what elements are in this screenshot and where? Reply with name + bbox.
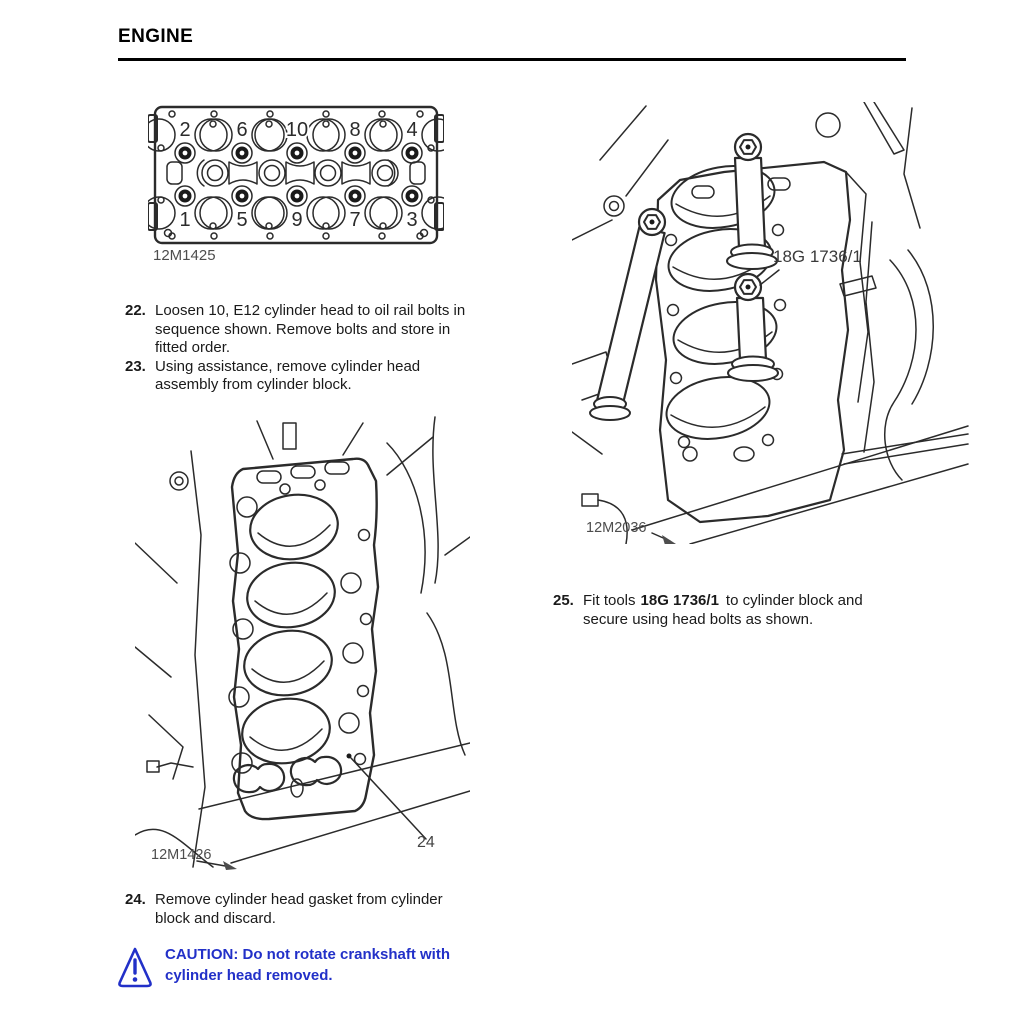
step-line <box>583 592 933 611</box>
bolt-number: 2 <box>179 119 191 141</box>
block-tools-line-art <box>572 102 968 544</box>
step-number: 25. <box>553 592 574 609</box>
step-line: Loosen 10, E12 cylinder head to oil rail bolts in <box>155 302 466 319</box>
figure-label-12M1425: 12M1425 <box>153 247 216 264</box>
figure-block-tools-illustration <box>572 102 970 544</box>
step-line: sequence shown. Remove bolts and store in <box>155 320 451 338</box>
step-item-23 <box>125 358 505 395</box>
bolt-number: 4 <box>406 119 418 141</box>
step-item-24 <box>125 891 505 928</box>
bolt-number: 5 <box>236 209 248 231</box>
figure-label-12M2036: 12M2036 <box>586 520 647 536</box>
tool-part-number-label: 18G 1736/1 <box>773 247 862 266</box>
bolt-number: 8 <box>349 119 361 141</box>
procedure-steps-22-23 <box>125 302 505 395</box>
step-number: 24. <box>125 891 146 908</box>
step-number: 23. <box>125 357 146 375</box>
bolt-number: 1 <box>179 209 191 231</box>
gasket-callout-24: 24 <box>417 834 435 851</box>
page-title: ENGINE <box>118 26 194 47</box>
warning-triangle-icon <box>116 944 154 990</box>
figure-cylinder-head-illustration <box>148 102 444 248</box>
figure-label-12M1426: 12M1426 <box>151 847 212 863</box>
step-item-22 <box>125 302 505 358</box>
guide-tools <box>590 134 778 420</box>
tool-part-number: 18G 1736/1 <box>640 592 719 609</box>
caution-line: cylinder head removed. <box>165 966 333 984</box>
step-text: to cylinder block and <box>725 592 863 609</box>
figure-gasket-illustration <box>135 415 470 870</box>
step-text: Fit tools <box>583 592 636 609</box>
step-line: Remove cylinder head gasket from cylinder <box>155 891 443 908</box>
bolt-number: 9 <box>291 209 303 231</box>
gasket-line-art <box>135 417 470 867</box>
step-line: fitted order. <box>155 339 231 356</box>
step-number: 22. <box>125 302 146 319</box>
bolt-number: 10 <box>285 119 309 141</box>
procedure-step-24 <box>125 891 505 928</box>
label-arrowhead <box>662 535 676 544</box>
caution-line: CAUTION: Do not rotate crankshaft with <box>165 946 451 963</box>
step-line: Using assistance, remove cylinder head <box>155 357 421 375</box>
step-line: assembly from cylinder block. <box>155 376 352 393</box>
bolt-number: 3 <box>406 209 418 231</box>
bolt-number: 7 <box>349 209 361 231</box>
bolt-number: 6 <box>236 119 248 141</box>
caution-note <box>165 945 485 986</box>
title-rule <box>118 58 906 61</box>
step-line: block and discard. <box>155 909 276 927</box>
step-line: secure using head bolts as shown. <box>583 610 814 628</box>
procedure-step-25 <box>553 592 933 629</box>
step-item-25 <box>553 592 933 629</box>
bolt-sequence-numbers <box>179 119 417 231</box>
